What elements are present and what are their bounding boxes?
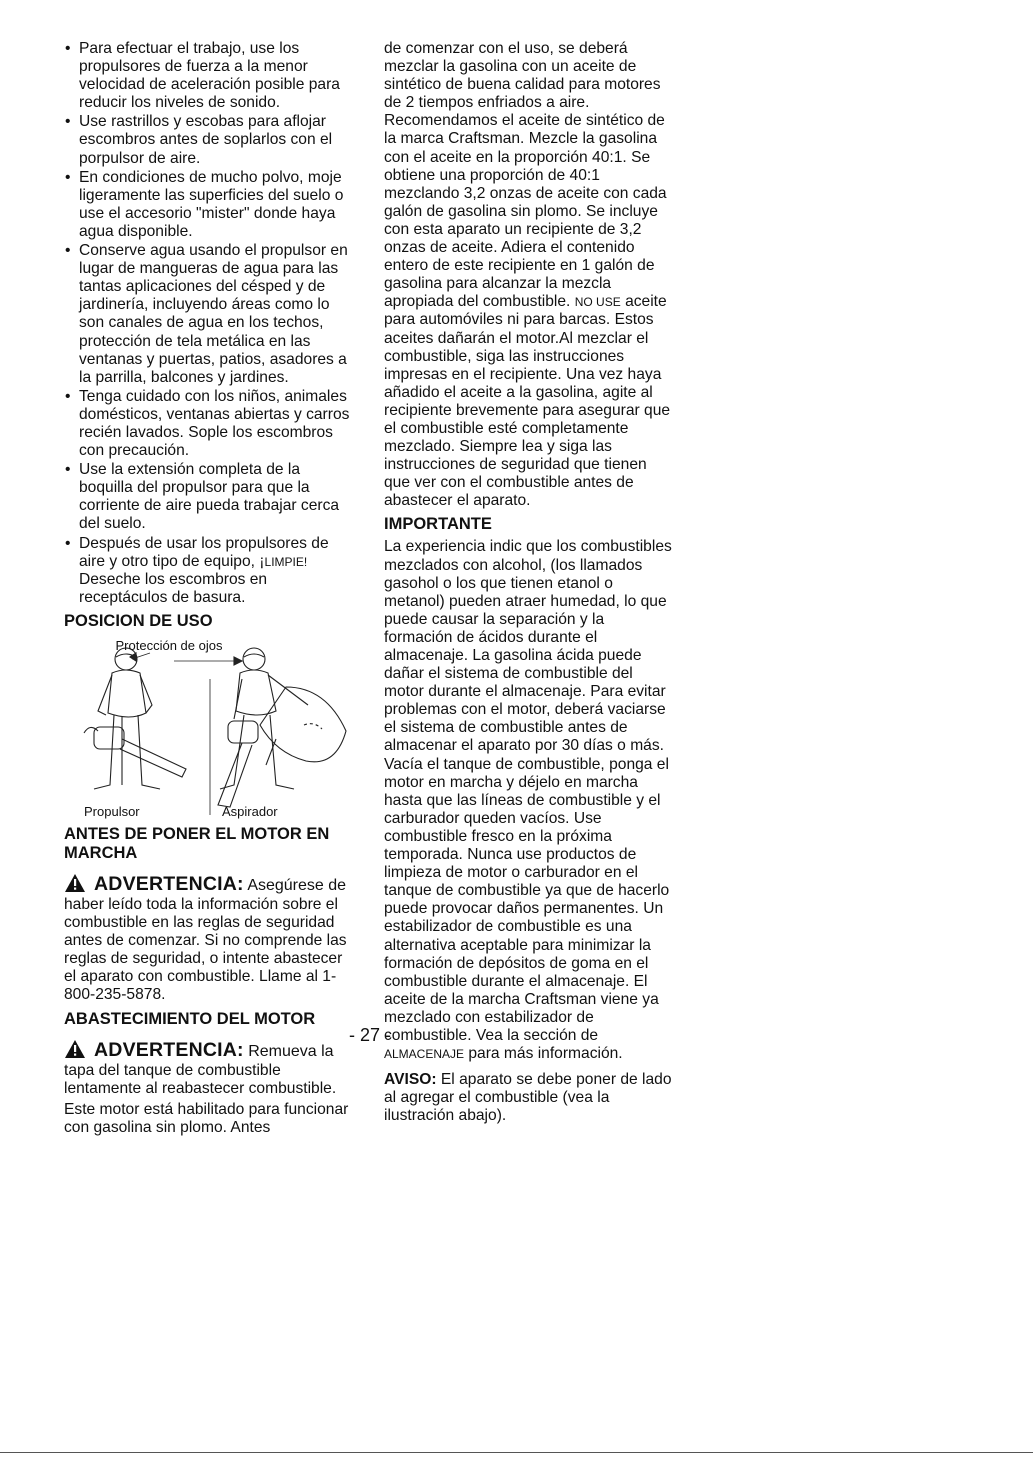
heading-importante: IMPORTANTE [384,515,492,534]
bullet-item: • Use rastrillos y escobas para aflojar escombros antes de soplarlos con el porpulsor de aire. [64,113,356,167]
bottom-rule [0,1452,1033,1453]
bullet-item: • Para efectuar el trabajo, use los propulsores de fuerza a la menor velocidad de aceleración posible para reducir los niveles de sonido. [64,40,356,112]
warning-text: tapa del tanque de combustible lentamente al reabastecer combustible. [64,1061,337,1097]
eye-protection-label: Protección de ojos [115,637,223,653]
aviso-paragraph: AVISO: El aparato se debe poner de lado al agregar el combustible (vea la ilustración abajo). [384,1071,672,1125]
aviso-label: AVISO: [384,1071,437,1089]
vacuum-operator-drawing [218,648,346,807]
small-caps-text: ALMACENAJE [384,1047,465,1062]
bullet-item: • Después de usar los propulsores de aire y otro tipo de equipo, ¡LIMPIE! Deseche los escombros en receptáculos de basura. [64,535,356,607]
small-caps-text: NO USE [574,295,621,310]
importante-paragraph: La experiencia indic que los combustibles mezclados con alcohol, (los llamados gasohol o los que tienen etanol o metanol) pueden atraer humedad, lo que puede causar la separación y la formación de ácidos durante el almacenaje. La gasolina ácida puede dañar el sistema de combustible del motor durante el almacenaje. Para evitar problemas con el motor, deberá vaciarse el sistema de combustible antes de almacenar el aparato por 30 días o más. Vacía el tanque de combustible, ponga el motor en marcha y déjelo en marcha hasta que las líneas de combustible y el carburador queden vacíos. Use combustible fresco en la próxima temporada. Nunca use productos de limpieza de motor o carburador en el tanque de combustible ya que de hacerlo puede provocar daños permanentes. Un estabilizador de combustible es una alternativa aceptable para minimizar la formación de depósitos de goma en el combustible durante el almacenaje. El aceite de la marcha Craftsman viene ya mezclado con estabilizador de combustible. Vea la sección de ALMACENAJE para más información. [384,538,672,1063]
warning-block: ADVERTENCIA: Remueva la tapa del tanque de combustible lentamente al reabastecer combustible. [64,1039,356,1098]
heading-posicion: POSICION DE USO [64,611,213,630]
small-caps-text: LIMPIE! [264,554,308,569]
blower-label: Propulsor [84,803,140,819]
warning-text: haber leído toda la información sobre el combustible en las reglas de seguridad antes de comenzar. Si no comprende las reglas de seguridad, o intente abastecer el aparato con combustible. Llame al 1-800-235-5878. [64,896,347,1004]
vacuum-label: Aspirador [222,803,278,819]
fuel-mix-paragraph: de comenzar con el uso, se deberá mezclar la gasolina con un aceite de sintético de buena calidad para motores de 2 tiempos enfriados a aire. Recomendamos el aceite de sintético de la marca Craftsman. Mezcle la gasolina con el aceite en la proporción 40:1. Se obtiene una proporción de 40:1 mezclando 3,2 onzas de aceite con cada galón de gasolina sin plomo. Se incluye con esta aparato un recipiente de 3,2 onzas de aceite. Adiera el contenido entero de este recipiente en 1 galón de gasolina para alcanzar la mezcla apropiada del combustible. NO USE aceite para automóviles ni para barcas. Estos aceites dañarán el motor.Al mezclar el combustible, siga las instrucciones impresas en el recipiente. Una vez haya añadido el aceite a la gasolina, agite al recipiente brevemente para asegurar que el combustible esté completamente mezclado. Siempre lea y siga las instrucciones de seguridad que tienen que ver con el combustible antes de abastecer el aparato. [384,40,671,510]
heading-abastecimiento: ABASTECIMIENTO DEL MOTOR [64,1009,316,1028]
warning-triangle-icon [64,873,86,896]
operators-illustration [64,639,356,819]
warning-title: ADVERTENCIA: [64,873,244,895]
fuel-intro-text: Este motor está habilitado para funcionar con gasolina sin plomo. Antes [64,1100,349,1136]
usage-position-figure [64,639,356,819]
safety-bullet-list [64,40,356,534]
page-number: - 27 - [348,1025,391,1045]
heading-antes: ANTES DE PONER EL MOTOR EN MARCHA [64,824,330,862]
warning-block: ADVERTENCIA: Asegúrese de haber leído toda la información sobre el combustible en las reglas de seguridad antes de comenzar. Si no comprende las reglas de seguridad, o intente abastecer el aparato con combustible. Llame al 1-800-235-5878. [64,873,356,1005]
bullet-item: • En condiciones de mucho polvo, moje ligeramente las superficies del suelo o use el accesorio "mister" donde haya agua disponible. [64,169,356,241]
blower-operator-drawing [84,648,186,789]
right-column [384,40,674,1128]
left-column [64,40,356,1140]
bullet-item: • Conserve agua usando el propulsor en lugar de mangueras de agua para las tantas aplicaciones del césped y de jardinería, incluyendo áreas como lo son canales de agua en los techos, protección de tela metálica en las ventanas y puertas, patios, asadores a la parrilla, balcones y jardines. [64,242,356,387]
bullet-item: • Tenga cuidado con los niños, animales domésticos, ventanas abiertas y carros recién lavados. Sople los escombros con precaución. [64,388,356,460]
bullet-item: • Use la extensión completa de la boquilla del propulsor para que la corriente de aire pueda trabajar cerca del suelo. [64,461,356,533]
warning-title: ADVERTENCIA: [64,1039,244,1061]
